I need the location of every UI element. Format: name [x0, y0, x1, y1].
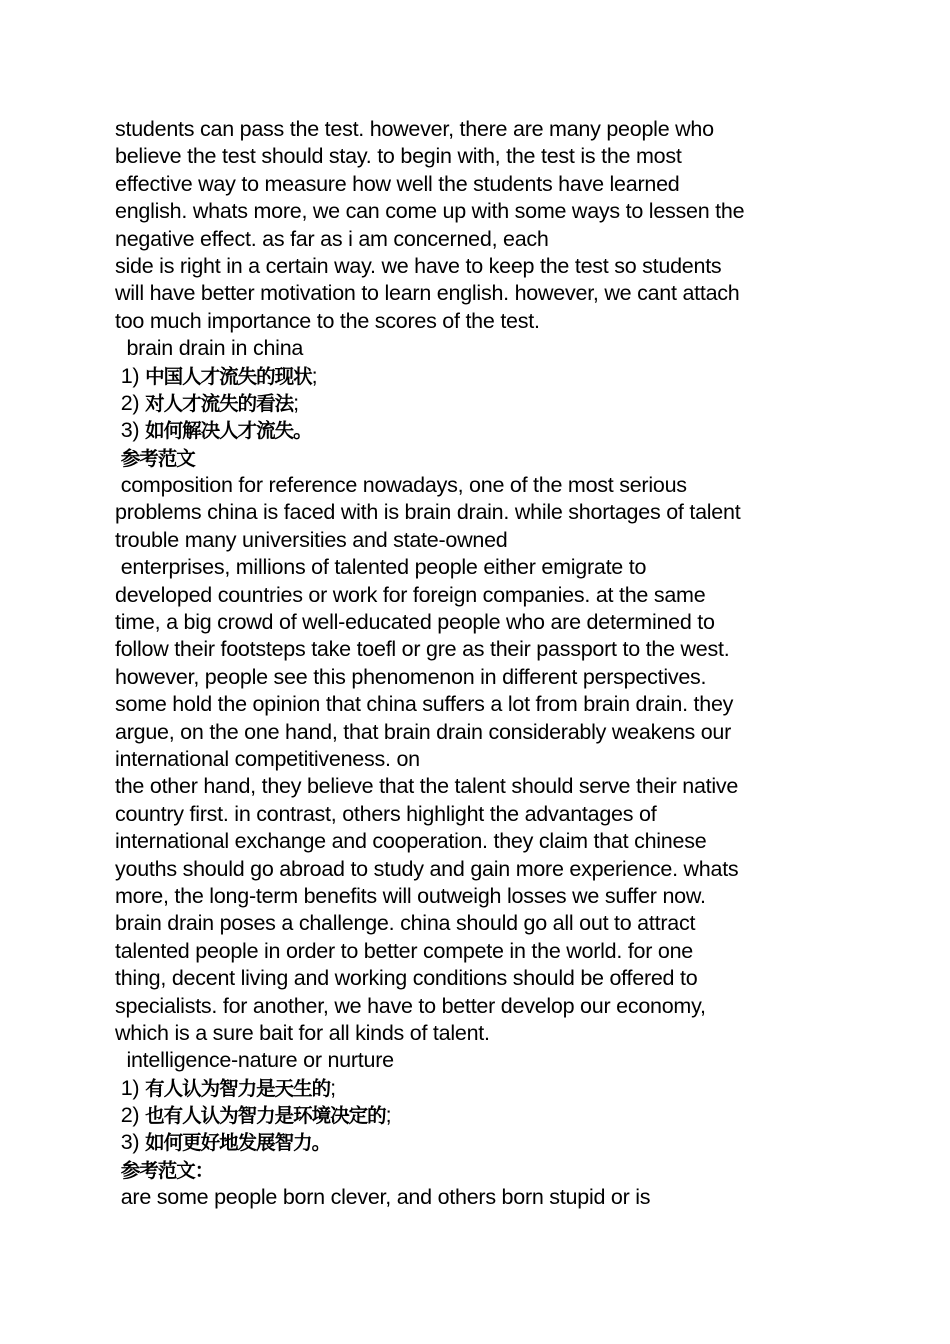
- outline-line: [115, 1157, 845, 1184]
- outline-line: [115, 417, 845, 444]
- chinese-text: 参考范文：: [120, 1158, 214, 1182]
- text-line: students can pass the test. however, there are many people who: [115, 117, 714, 141]
- text-line: some hold the opinion that china suffers a lot from brain drain. they: [115, 692, 734, 717]
- text-line: which is a sure bait for all kinds of talent.: [115, 1020, 490, 1045]
- text-line: too much importance to the scores of the test.: [115, 308, 540, 333]
- text-line: more, the long-term benefits will outweigh losses we suffer now.: [115, 883, 706, 908]
- outline-prefix: 2): [115, 1103, 146, 1128]
- outline-prefix: 3): [115, 1130, 146, 1155]
- text-line: international competitiveness. on: [115, 746, 420, 771]
- chinese-text: 对人才流失的看法: [145, 391, 294, 415]
- text-line: specialists. for another, we have to better develop our economy,: [115, 993, 706, 1018]
- document-body: [115, 116, 845, 1212]
- chinese-text: 如何解决人才流失。: [145, 419, 312, 443]
- text-line: developed countries or work for foreign companies. at the same: [115, 582, 706, 607]
- outline-line: [115, 390, 845, 417]
- chinese-text: 参考范文: [120, 446, 195, 470]
- text-line: however, people see this phenomenon in different perspectives.: [115, 664, 707, 689]
- text-line: believe the test should stay. to begin with, the test is the most: [115, 144, 682, 169]
- text-line: english. whats more, we can come up with some ways to lessen the: [115, 199, 745, 224]
- text-line: are some people born clever, and others born stupid or is: [115, 1185, 651, 1210]
- chinese-text: 有人认为智力是天生的: [145, 1076, 331, 1100]
- text-line: the other hand, they believe that the talent should serve their native: [115, 774, 739, 799]
- text-line: international exchange and cooperation. they claim that chinese: [115, 829, 707, 854]
- text-line: will have better motivation to learn english. however, we cant attach: [115, 281, 740, 306]
- text-line: youths should go abroad to study and gain more experience. whats: [115, 856, 739, 881]
- text-line: talented people in order to better compete in the world. for one: [115, 938, 694, 963]
- outline-suffix: ;: [385, 1103, 392, 1128]
- text-line: follow their footsteps take toefl or gre as their passport to the west.: [115, 637, 730, 662]
- text-line: problems china is faced with is brain drain. while shortages of talent: [115, 500, 741, 525]
- text-line: intelligence-nature or nurture: [115, 1048, 394, 1073]
- text-line: argue, on the one hand, that brain drain considerably weakens our: [115, 719, 732, 744]
- chinese-text: 也有人认为智力是环境决定的: [145, 1104, 386, 1128]
- outline-prefix: 1): [115, 363, 146, 388]
- text-line: effective way to measure how well the students have learned: [115, 171, 680, 196]
- outline-prefix: 2): [115, 390, 146, 415]
- text-line: enterprises, millions of talented people either emigrate to: [115, 555, 647, 580]
- outline-line: [115, 445, 845, 472]
- outline-prefix: 3): [115, 418, 146, 443]
- text-line: time, a big crowd of well-educated people who are determined to: [115, 610, 715, 635]
- text-line: country first. in contrast, others highlight the advantages of: [115, 801, 657, 826]
- text-line: brain drain in china: [115, 336, 304, 361]
- outline-line: [115, 363, 845, 390]
- text-line: side is right in a certain way. we have to keep the test so students: [115, 253, 722, 278]
- text-line: trouble many universities and state-owned: [115, 527, 508, 552]
- chinese-text: 如何更好地发展智力。: [145, 1131, 331, 1155]
- text-line: brain drain poses a challenge. china should go all out to attract: [115, 911, 696, 936]
- text-line: composition for reference nowadays, one of the most serious: [115, 473, 687, 498]
- outline-suffix: ;: [330, 1075, 336, 1100]
- outline-suffix: ;: [311, 363, 318, 388]
- chinese-text: 中国人才流失的现状: [145, 364, 312, 388]
- outline-line: [115, 1102, 845, 1129]
- outline-prefix: 1): [115, 1075, 146, 1100]
- text-line: thing, decent living and working conditions should be offered to: [115, 966, 698, 991]
- outline-line: [115, 1075, 845, 1102]
- outline-suffix: ;: [293, 390, 299, 415]
- outline-line: [115, 1129, 845, 1156]
- text-line: negative effect. as far as i am concerned, each: [115, 226, 549, 251]
